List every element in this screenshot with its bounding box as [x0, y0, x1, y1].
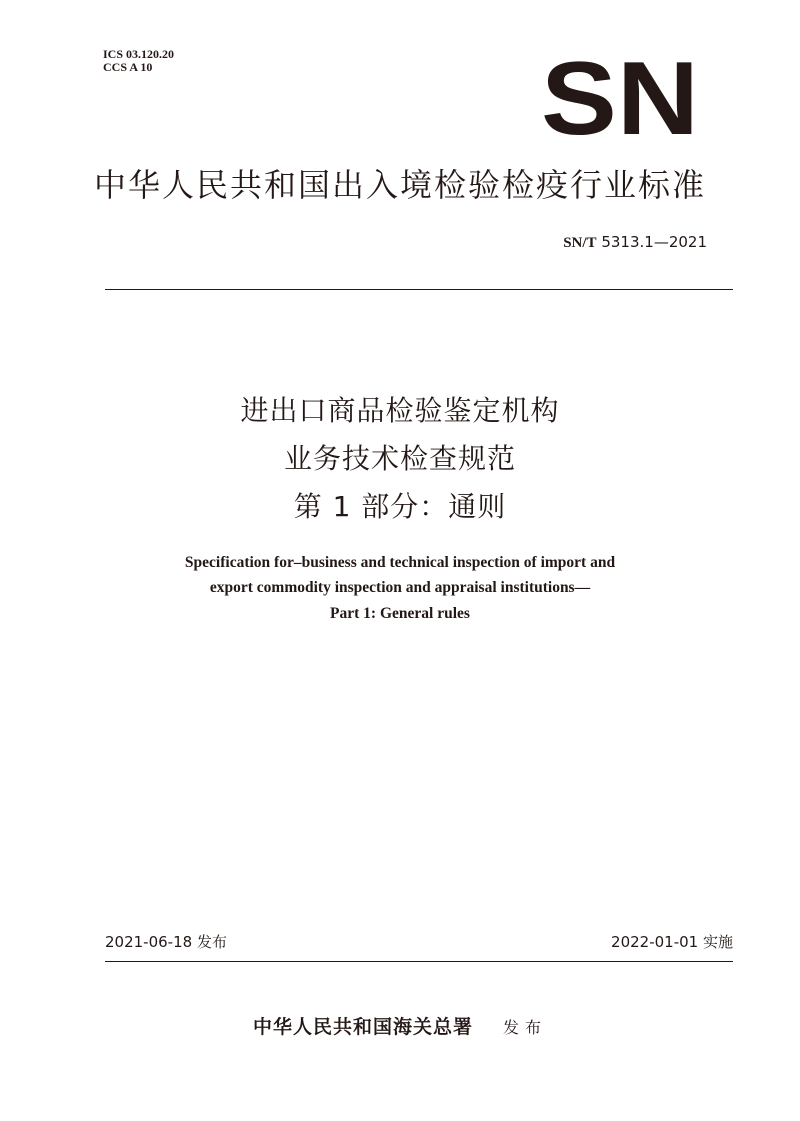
title-cn-line-1: 进出口商品检验鉴定机构: [240, 394, 560, 427]
classification-codes: [103, 48, 174, 74]
title-en-line-3: Part 1: General rules: [330, 605, 470, 622]
standard-number-value: 5313.1—2021: [601, 233, 707, 251]
sn-logo-text: SN: [541, 56, 699, 136]
top-divider: [105, 289, 733, 290]
publisher-org: 中华人民共和国海关总署: [252, 1016, 473, 1038]
implement-date: 2022-01-01 实施: [611, 933, 733, 951]
standard-number: [563, 232, 707, 253]
bottom-divider: [105, 961, 733, 962]
standard-number-prefix: SN/T: [563, 235, 597, 251]
ics-code: ICS 03.120.20: [103, 47, 175, 61]
issue-date: 2021-06-18 发布: [105, 933, 227, 951]
publisher-action: 发布: [503, 1018, 548, 1037]
title-en-line-1: Specification for–business and technical inspection of import and: [184, 554, 616, 571]
title-cn-line-3: 第 1 部分：通则: [293, 490, 507, 523]
sn-logo: [540, 56, 700, 136]
standard-category: 中华人民共和国出入境检验检疫行业标准: [93, 166, 706, 204]
title-cn-line-2: 业务技术检查规范: [283, 442, 516, 475]
publisher: [0, 1014, 800, 1041]
ccs-code: CCS A 10: [103, 60, 153, 74]
title-en-line-2: export commodity inspection and appraisal institutions—: [209, 579, 591, 596]
